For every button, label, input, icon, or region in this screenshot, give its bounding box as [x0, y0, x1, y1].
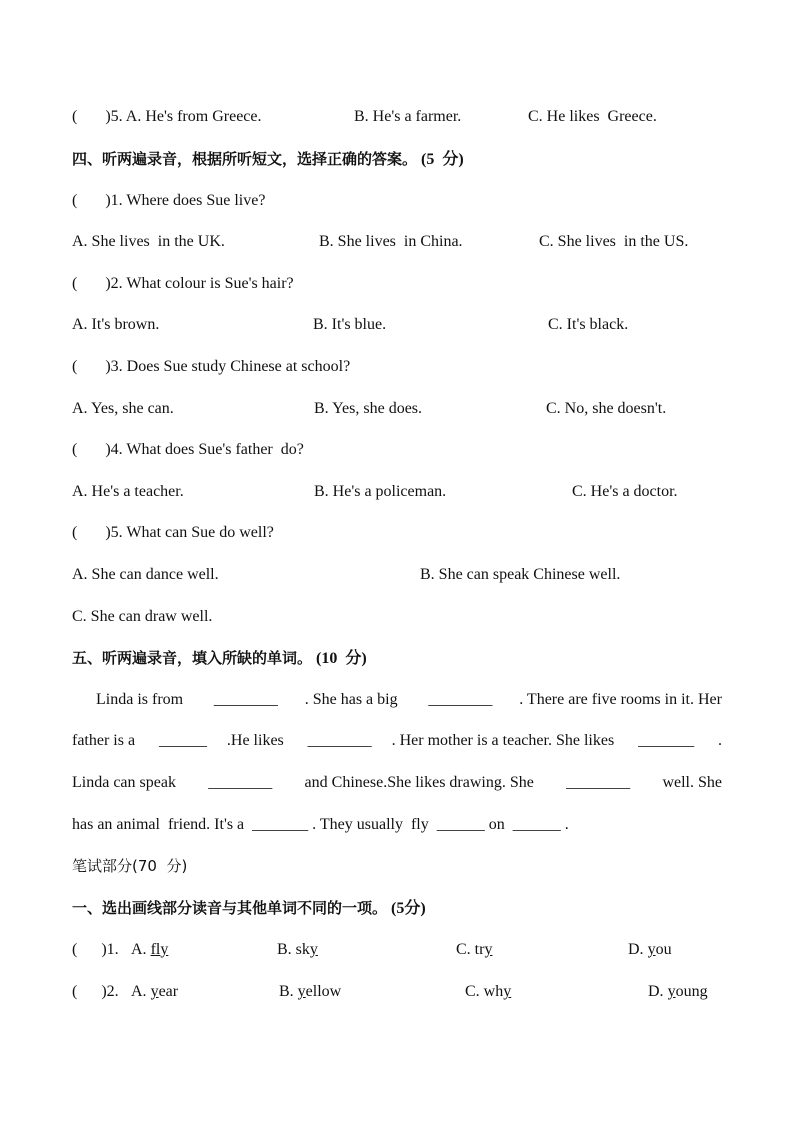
option-letter: B. — [279, 983, 298, 1000]
blank-6[interactable]: ________ — [208, 774, 273, 791]
word-underlined-part: y — [667, 983, 676, 1000]
word-underlined-part: y — [647, 941, 656, 958]
s1-question-1-stem: ( )1. — [72, 941, 119, 958]
fill-line-2 — [72, 731, 722, 751]
text-segment: on — [488, 816, 509, 833]
section-1-title: 一、选出画线部分读音与其他单词不同的一项。 — [72, 899, 388, 917]
word-pre: tr — [474, 941, 485, 958]
section-1-heading — [72, 898, 426, 919]
text-segment: well. She — [658, 774, 722, 791]
s4-q4-option-c: C. He's a doctor. — [572, 483, 678, 500]
text-segment: . — [564, 816, 569, 833]
word-pre: sk — [295, 941, 310, 958]
word-underlined-part: y — [309, 941, 318, 958]
word-pre: fl — [150, 941, 161, 958]
blank-3[interactable]: ______ — [158, 732, 207, 749]
s4-q5-option-b: B. She can speak Chinese well. — [420, 566, 621, 583]
section-1-score: (5分) — [391, 900, 426, 917]
section-5-title: 五、听两遍录音，填入所缺的单词。 — [72, 649, 313, 667]
blank-8[interactable]: _______ — [252, 816, 309, 833]
text-segment: .He likes — [226, 732, 288, 749]
underlined-word — [151, 941, 169, 958]
s4-q5-option-c: C. She can draw well. — [72, 608, 213, 625]
s4-q4-option-b: B. He's a policeman. — [314, 483, 447, 500]
word-underlined-part: y — [484, 941, 493, 958]
text-segment: has an animal friend. It's a — [72, 816, 249, 833]
option-a: A. He's from Greece. — [125, 108, 262, 125]
word-pre: wh — [483, 983, 504, 1000]
section-4-title: 四、听两遍录音，根据所听短文，选择正确的答案。 — [72, 150, 418, 168]
option-letter: B. — [277, 941, 296, 958]
option-letter: C. — [465, 983, 484, 1000]
s1-q2-option-d — [648, 982, 708, 1002]
section-5-score: (10 分) — [316, 650, 367, 667]
s1-q1-option-d — [628, 940, 672, 960]
word-post: ou — [655, 941, 672, 958]
s4-question-1-stem: ( )1. Where does Sue live? — [72, 192, 266, 209]
section-4-heading — [72, 149, 464, 170]
text-segment: . She has a big — [304, 691, 402, 708]
s4-q1-option-a: A. She lives in the UK. — [72, 233, 225, 250]
text-segment: . — [713, 732, 722, 749]
question-stem: ( )5. — [72, 108, 123, 125]
section-4-score: (5 分) — [421, 151, 464, 168]
text-segment: . They usually fly — [312, 816, 433, 833]
word-underlined-part: y — [297, 983, 306, 1000]
prev-q5-option-c: C. He likes Greece. — [528, 108, 657, 125]
prev-question-5 — [72, 107, 262, 127]
text-segment: Linda is from — [96, 691, 188, 708]
option-letter: D. — [628, 941, 648, 958]
word-post: ear — [158, 983, 179, 1000]
s4-q2-option-b: B. It's blue. — [313, 316, 387, 333]
word-post: oung — [675, 983, 708, 1000]
s4-q1-option-c: C. She lives in the US. — [539, 233, 689, 250]
s1-q1-option-c — [456, 940, 492, 960]
s4-question-5-stem: ( )5. What can Sue do well? — [72, 524, 274, 541]
blank-9[interactable]: ______ — [436, 816, 485, 833]
text-segment: Linda can speak — [72, 774, 180, 791]
text-segment: . Her mother is a teacher. She likes — [391, 732, 619, 749]
s4-q2-option-a: A. It's brown. — [72, 316, 160, 333]
s4-q1-option-b: B. She lives in China. — [319, 233, 463, 250]
text-segment: and Chinese.She likes drawing. She — [300, 774, 538, 791]
section-5-heading — [72, 648, 367, 669]
blank-2[interactable]: ________ — [428, 691, 493, 708]
written-part-label: 笔试部分(70 分) — [72, 857, 188, 875]
s1-q1-option-a — [131, 940, 168, 960]
s4-question-3-stem: ( )3. Does Sue study Chinese at school? — [72, 358, 351, 375]
s4-q5-option-a: A. She can dance well. — [72, 566, 219, 583]
option-letter: D. — [648, 983, 668, 1000]
fill-line-3 — [72, 773, 722, 793]
text-segment: . There are five rooms in it. Her — [519, 691, 722, 708]
s4-q3-option-a: A. Yes, she can. — [72, 400, 174, 417]
fill-line-1 — [96, 690, 722, 710]
s4-question-2-stem: ( )2. What colour is Sue's hair? — [72, 275, 294, 292]
blank-10[interactable]: ______ — [512, 816, 561, 833]
word-underlined-part: y — [160, 941, 169, 958]
blank-4[interactable]: ________ — [307, 732, 372, 749]
s1-q2-option-a — [131, 982, 178, 1002]
s4-question-4-stem: ( )4. What does Sue's father do? — [72, 441, 304, 458]
prev-q5-option-b: B. He's a farmer. — [354, 108, 462, 125]
option-letter: A. — [131, 983, 151, 1000]
option-letter: A. — [131, 941, 151, 958]
s1-q2-option-b — [279, 982, 341, 1002]
s4-q4-option-a: A. He's a teacher. — [72, 483, 184, 500]
s4-q3-option-b: B. Yes, she does. — [314, 400, 423, 417]
fill-line-4 — [72, 815, 569, 835]
s1-q2-option-c — [465, 982, 511, 1002]
text-segment: father is a — [72, 732, 140, 749]
s1-question-2-stem: ( )2. — [72, 983, 119, 1000]
word-post: ellow — [305, 983, 342, 1000]
s4-q3-option-c: C. No, she doesn't. — [546, 400, 667, 417]
blank-1[interactable]: ________ — [213, 691, 278, 708]
blank-5[interactable]: _______ — [638, 732, 695, 749]
s4-q2-option-c: C. It's black. — [548, 316, 629, 333]
word-underlined-part: y — [150, 983, 159, 1000]
word-underlined-part: y — [503, 983, 512, 1000]
s1-q1-option-b — [277, 940, 318, 960]
option-letter: C. — [456, 941, 475, 958]
blank-7[interactable]: ________ — [566, 774, 631, 791]
